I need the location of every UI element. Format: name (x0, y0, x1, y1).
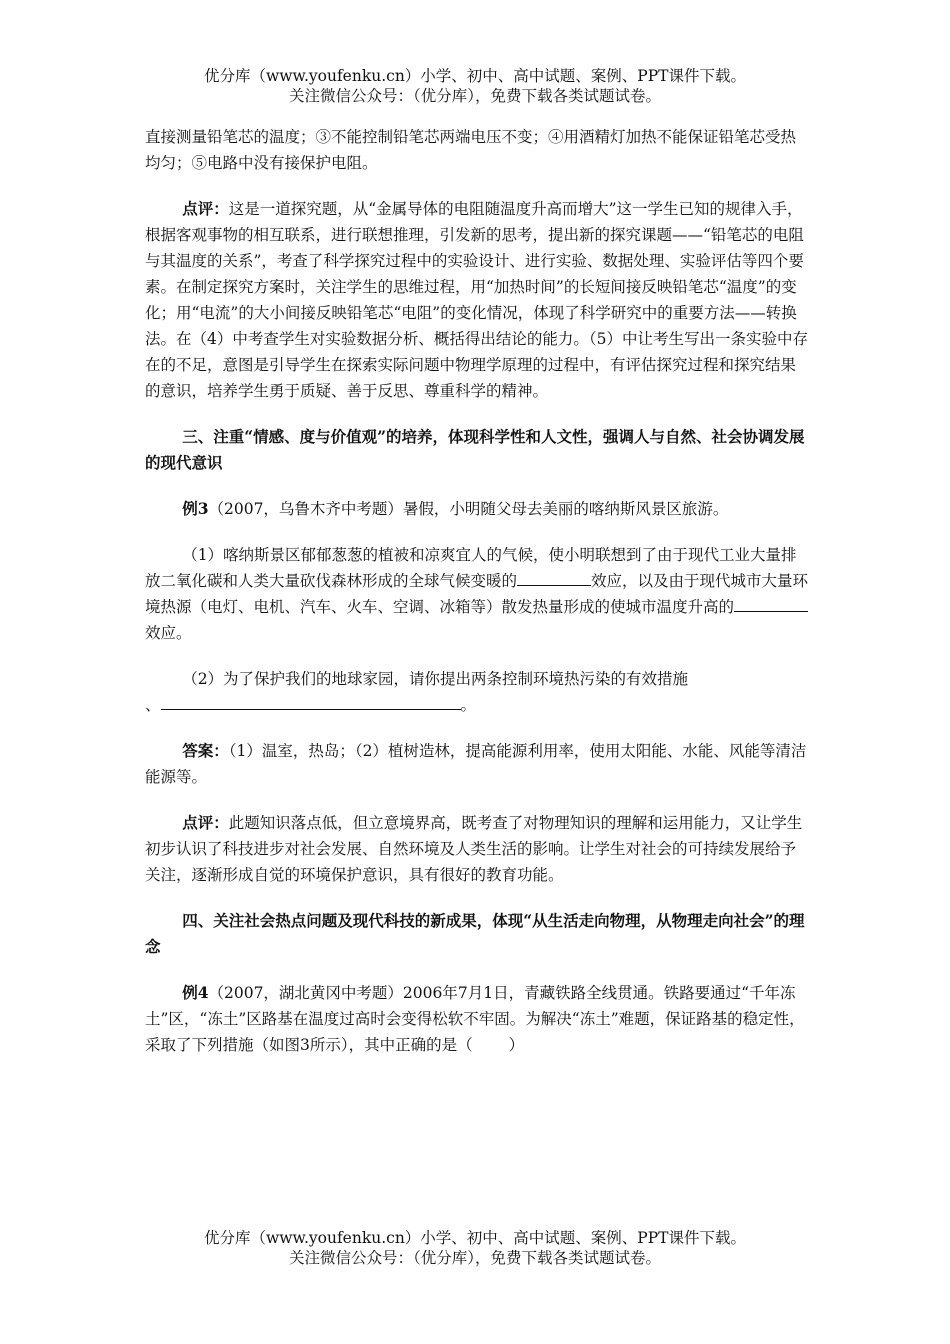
comment-text: 这是一道探究题，从“金属导体的电阻随温度升高而增大”这一学生已知的规律入手，根据客观事物的相互联系，进行联想推理，引发新的思考，提出新的探究课题——“铅笔芯的电阻与其温度的关系”，考查了科学探究过程中的实验设计、进行实验、数据处理、实验评估等四个要素。在制定探究方案时，关注学生的思维过程，用“加热时间”的长短间接反映铅笔芯“温度”的变化；用“电流”的大小间接反映铅笔芯“电阻”的变化情况，体现了科学研究中的重要方法——转换法。在（4）中考查学生对实验数据分析、概括得出结论的能力。（5）中让考生写出一条实验中存在的不足，意图是引导学生在探索实际问题中物理学原理的过程中，有评估探究过程和探究结果的意识，培养学生勇于质疑、善于反思、尊重科学的精神。 (145, 200, 808, 400)
page-footer (0, 1228, 950, 1268)
section-4-heading: 四、关注社会热点问题及现代科技的新成果，体现“从生活走向物理，从物理走向社会”的理念 (145, 911, 805, 956)
answer-blank[interactable] (161, 692, 251, 710)
comment-paragraph-2 (145, 810, 810, 888)
continued-paragraph: 直接测量铅笔芯的温度；③不能控制铅笔芯两端电压不变；④用酒精灯加热不能保证铅笔芯受热均匀；⑤电路中没有接保护电阻。 (145, 128, 797, 172)
question-1-text-c: 效应。 (145, 624, 192, 642)
footer-line-1: 优分库（www.youfenku.cn）小学、初中、高中试题、案例、PPT课件下载。 (203, 1229, 747, 1247)
page-header (0, 66, 950, 106)
question-2 (145, 666, 810, 692)
comment-label: 点评： (182, 813, 229, 832)
period: 。 (460, 696, 477, 714)
document-body (145, 124, 810, 1058)
question-2-text: （2）为了保护我们的地球家园，请你提出两条控制环境热污染的有效措施 (182, 670, 689, 688)
question-1-text-b: 效应，以及由于现代城市大量环境热源（电灯、电机、汽车、火车、空调、冰箱等）散发热量形成的使城市温度升高的 (145, 572, 809, 616)
answer-paragraph (145, 738, 810, 790)
answer-text: （1）温室，热岛；（2）植树造林，提高能源利用率，使用太阳能、水能、风能等清洁能源等。 (145, 742, 807, 786)
example-text: （2007，湖北黄冈中考题）2006年7月1日，青藏铁路全线贯通。铁路要通过“千年冻土”区，“冻土”区路基在温度过高时会变得松软不牢固。为解决“冻土”难题，保证路基的稳定性，采取了下列措施（如图3所示），其中正确的是（ (145, 984, 805, 1054)
comment-label: 点评： (182, 199, 229, 218)
answer-blank[interactable] (251, 692, 461, 710)
header-line-2: 关注微信公众号：（优分库），免费下载各类试题试卷。 (288, 87, 661, 105)
header-line-1: 优分库（www.youfenku.cn）小学、初中、高中试题、案例、PPT课件下载。 (203, 67, 747, 85)
question-1 (145, 542, 810, 646)
question-2-blanks (145, 692, 810, 718)
example-4 (145, 980, 810, 1058)
example-label: 例3 (182, 499, 209, 518)
comment-paragraph-1 (145, 196, 810, 404)
section-3-heading: 三、注重“情感、度与价值观”的培养，体现科学性和人文性，强调人与自然、社会协调发展的现代意识 (145, 427, 805, 472)
question-1-text-a: （1）喀纳斯景区郁郁葱葱的植被和凉爽宜人的气候，使小明联想到了由于现代工业大量排放二氧化碳和人类大量砍伐森林形成的全球气候变暖的 (145, 546, 797, 590)
answer-blank[interactable] (517, 568, 591, 586)
footer-line-2: 关注微信公众号：（优分库），免费下载各类试题试卷。 (288, 1249, 661, 1267)
example-3 (145, 496, 810, 522)
answer-blank[interactable] (734, 594, 808, 612)
comment-text: 此题知识落点低，但立意境界高，既考查了对物理知识的理解和运用能力，又让学生初步认识了科技进步对社会发展、自然环境及人类生活的影响。让学生对社会的可持续发展给予关注，逐渐形成自觉的环境保护意识，具有很好的教育功能。 (145, 814, 803, 884)
example-label: 例4 (182, 983, 209, 1002)
separator: 、 (145, 696, 161, 714)
example-text: （2007，乌鲁木齐中考题）暑假，小明随父母去美丽的喀纳斯风景区旅游。 (208, 500, 729, 518)
closing-paren: ） (508, 1036, 525, 1054)
answer-label: 答案： (182, 741, 229, 760)
